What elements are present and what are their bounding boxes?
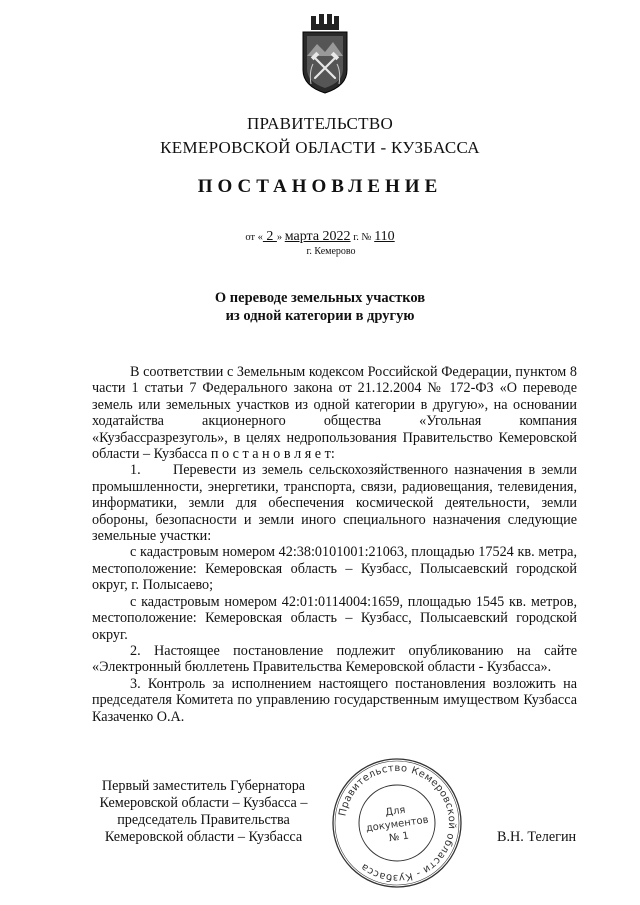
item-2-paragraph: 2. Настоящее постановление подлежит опубликованию на сайте «Электронный бюллетень Правительства Кемеровской области - Кузбасса». [92,642,577,676]
signatory-line2: Кемеровской области – Кузбасса – [99,795,308,811]
date-g-no: г. № [350,232,375,243]
item-3-paragraph: 3. Контроль за исполнением настоящего постановления возложить на председателя Комитета по управлению государственным имуществом Кузбасса Казаченко О.А. [92,675,577,725]
svg-text:Правительство Кемеровской обла: Правительство Кемеровской области - Кузбасса [337,762,458,884]
date-prefix: от « [245,232,263,243]
document-title-line2: из одной категории в другую [225,308,415,324]
signatory-name: В.Н. Телегин [497,829,577,845]
date-day: 2 [262,229,277,244]
official-stamp-seal [330,756,464,890]
document-body [92,364,577,725]
preamble-paragraph: В соответствии с Земельным кодексом Российской Федерации, пунктом 8 части 1 статьи 7 Федерального закона от 21.12.2004 № 172-ФЗ «О переводе земель или земельных участков из одной категории в другую», на основании ходатайства акционерного общества «Угольная компания «Кузбассразрезуголь», в целях недропользования Правительство Кемеровской области – Кузбасса п о с т а н о в л я е т: [92,364,577,463]
coat-of-arms-emblem [297,14,353,94]
item-1-text: Перевести из земель сельскохозяйственного назначения в земли промышленности, энергетики, транспорта, связи, радиовещания, телевидения, информатики, земли для обеспечения космической деятельности, земли обороны, безопасности и земли иного специального назначения следующие земельные участки: [92,462,577,545]
svg-text:№ 1: № 1 [388,830,410,845]
date-number-line [0,229,640,245]
svg-text:Для: Для [384,804,407,819]
item-1-paragraph [92,462,577,544]
document-number: 110 [374,229,395,244]
signatory-line3: председатель Правительства [117,812,290,828]
item-1-number: 1. [130,462,141,479]
document-title-line1: О переводе земельных участков [214,290,426,306]
signatory-line4: Кемеровской области – Кузбасса [104,829,303,845]
government-name-line2: КЕМЕРОВСКОЙ ОБЛАСТИ - КУЗБАССА [160,138,480,157]
date-quote: » [276,232,285,243]
city-name: г. Кемерово [306,246,356,257]
plot-2-paragraph: с кадастровым номером 42:01:0114004:1659, площадью 1545 кв. метров, местоположение: Кемеровская область – Кузбасс, Полысаевский городской округ. [92,593,577,643]
government-name-line1: ПРАВИТЕЛЬСТВО [246,114,394,133]
signatory-position [86,778,321,846]
document-type-heading: ПОСТАНОВЛЕНИЕ [197,176,443,197]
plot-1-paragraph: с кадастровым номером 42:38:0101001:21063, площадью 17524 кв. метра, местоположение: Кемеровская область – Кузбасс, Полысаевский городской округ, г. Полысаево; [92,544,577,594]
signatory-line1: Первый заместитель Губернатора [101,778,306,794]
svg-text:документов: документов [365,814,430,835]
date-month-year: марта 2022 [284,229,351,244]
